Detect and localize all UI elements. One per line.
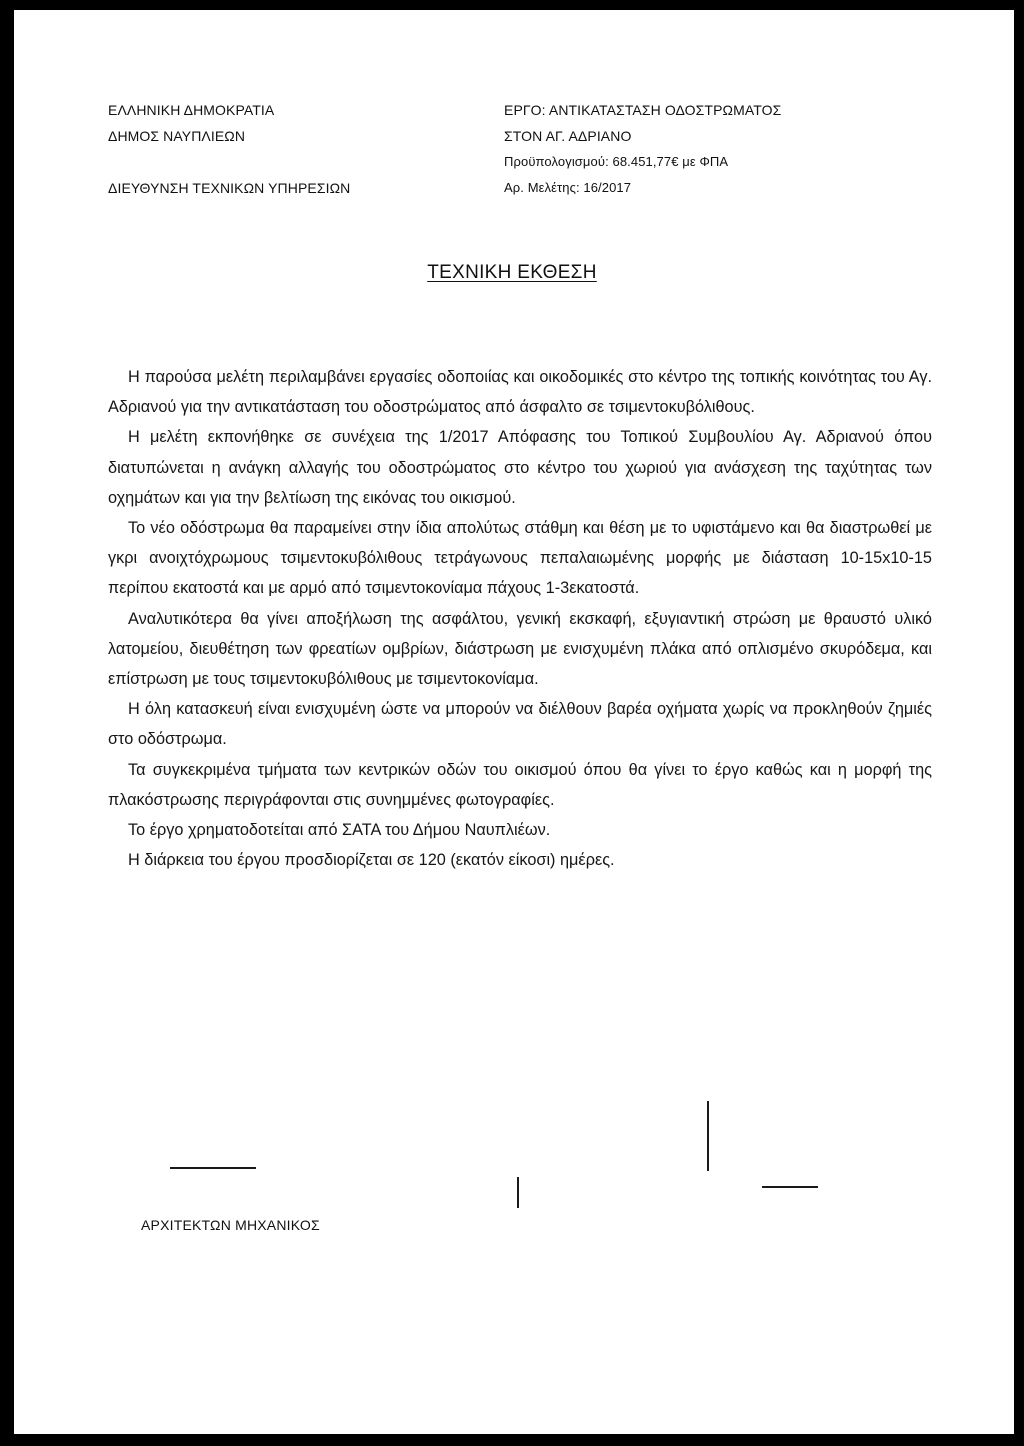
scan-border-right [1014, 0, 1024, 1446]
scan-border-top [0, 0, 1024, 10]
project-budget: Προϋπολογισμού: 68.451,77€ με ΦΠΑ [504, 154, 729, 169]
project-block [504, 97, 781, 201]
project-location: ΣΤΟΝ ΑΓ. ΑΔΡΙΑΝΟ [504, 128, 632, 144]
project-title: ΕΡΓΟ: ΑΝΤΙΚΑΤΑΣΤΑΣΗ ΟΔΟΣΤΡΩΜΑΤΟΣ [504, 102, 782, 118]
issuer-department: ΔΙΕΥΘΥΝΣΗ ΤΕΧΝΙΚΩΝ ΥΠΗΡΕΣΙΩΝ [108, 180, 351, 196]
paragraph-3: Το νέο οδόστρωμα θα παραμείνει στην ίδια απολύτως στάθμη και θέση με το υφιστάμενο και θα διαστρωθεί με γκρι ανοιχτόχρωμους τσιμεντοκυβόλιθους τετράγωνους πεπαλαιωμένης μορφής με διάσταση 10-15x10-15 περίπου εκατοστά και με αρμό από τσιμεντοκονίαμα πάχους 1-3εκατοστά. [108, 519, 932, 598]
document-title: ΤΕΧΝΙΚΗ ΕΚΘΕΣΗ [427, 262, 597, 283]
signature-stroke-1 [707, 1101, 709, 1171]
signature-line-left [170, 1167, 256, 1169]
report-body [108, 362, 932, 875]
signature-stroke-2 [517, 1177, 519, 1208]
paragraph-8: Η διάρκεια του έργου προσδιορίζεται σε 120 (εκατόν είκοσι) ημέρες. [128, 851, 615, 870]
study-number: Αρ. Μελέτης: 16/2017 [504, 180, 632, 195]
paragraph-5: Η όλη κατασκευή είναι ενισχυμένη ώστε να μπορούν να διέλθουν βαρέα οχήματα χωρίς να προκληθούν ζημιές στο οδόστρωμα. [108, 700, 932, 749]
signature-label: ΑΡΧΙΤΕΚΤΩΝ ΜΗΧΑΝΙΚΟΣ [141, 1217, 320, 1233]
scan-border-left [0, 0, 14, 1446]
paragraph-4: Αναλυτικότερα θα γίνει αποξήλωση της ασφάλτου, γενική εκσκαφή, εξυγιαντική στρώση με θραυστό υλικό λατομείου, διευθέτηση των φρεατίων ομβρίων, διάστρωση με ενισχυμένη πλάκα από οπλισμένο σκυρόδεμα, και επίστρωση με τους τσιμεντοκυβόλιθους με τσιμεντοκονίαμα. [108, 609, 932, 689]
issuer-country: ΕΛΛΗΝΙΚΗ ΔΗΜΟΚΡΑΤΙΑ [108, 102, 275, 118]
paragraph-2: Η μελέτη εκπονήθηκε σε συνέχεια της 1/2017 Απόφασης του Τοπικού Συμβουλίου Αγ. Αδριανού όπου διατυπώνεται η ανάγκη αλλαγής του οδοστρώματος στο κέντρο του χωριού για ανάσχεση της ταχύτητας των οχημάτων και για την βελτίωση της εικόνας του οικισμού. [108, 428, 932, 507]
paragraph-6: Τα συγκεκριμένα τμήματα των κεντρικών οδών του οικισμού όπου θα γίνει το έργο καθώς και η μορφή της πλακόστρωσης περιγράφονται στις συνημμένες φωτογραφίες. [108, 760, 932, 809]
scan-border-bottom [0, 1434, 1024, 1446]
issuer-municipality: ΔΗΜΟΣ ΝΑΥΠΛΙΕΩΝ [108, 128, 246, 144]
signature-line-right [762, 1186, 818, 1188]
paragraph-7: Το έργο χρηματοδοτείται από ΣΑΤΑ του Δήμου Ναυπλιέων. [128, 821, 551, 840]
paragraph-1: Η παρούσα μελέτη περιλαμβάνει εργασίες οδοποιίας και οικοδομικές στο κέντρο της τοπικής κοινότητας του Αγ. Αδριανού για την αντικατάσταση του οδοστρώματος από άσφαλτο σε τσιμεντοκυβόλιθους. [108, 368, 932, 417]
issuer-block [108, 97, 350, 201]
